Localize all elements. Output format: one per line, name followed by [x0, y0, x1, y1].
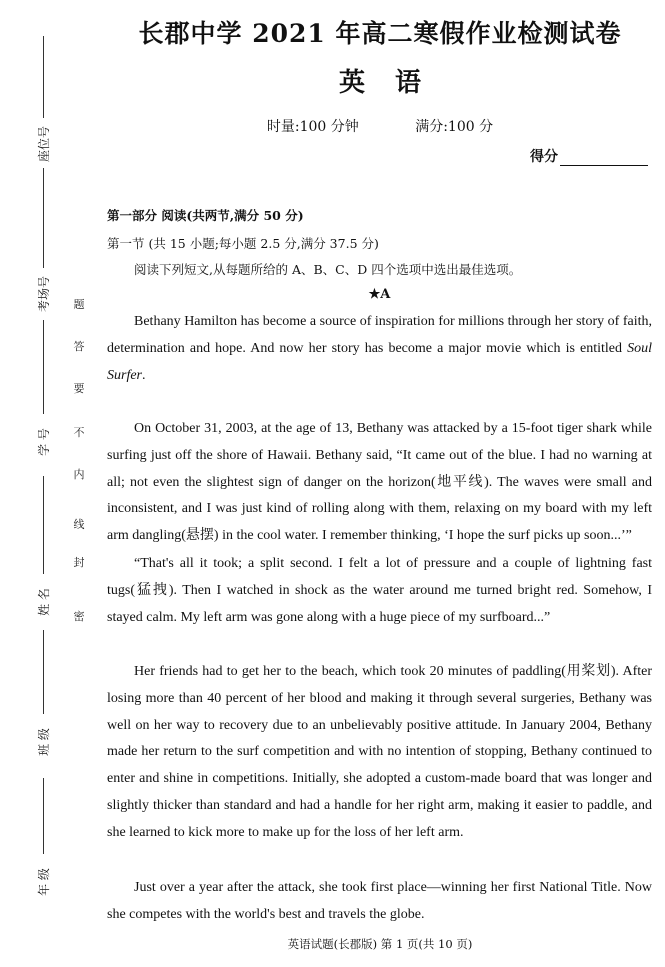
- full-score: 满分:100 分: [415, 119, 494, 135]
- section-heading: 第一节 (共 15 小题;每小题 2.5 分,满分 37.5 分): [107, 236, 379, 251]
- class-line: [43, 630, 44, 714]
- seal-char: 不: [73, 426, 85, 439]
- seat-number-line: [43, 36, 44, 118]
- score-field[interactable]: [530, 146, 648, 166]
- movie-title: Soul Surfer: [107, 340, 652, 383]
- score-blank[interactable]: [560, 151, 648, 166]
- passage-paragraph: Bethany Hamilton has become a source of inspiration for millions through her story of faith, determination and hope. And now her story has become a major movie which is entitled Soul Surfer.: [107, 314, 652, 383]
- exam-title: 长郡中学 2021 年高二寒假作业检测试卷: [138, 19, 622, 48]
- passage-paragraph: “That's all it took; a split second. I felt a lot of pressure and a couple of lightning fast tugs(猛拽). Then I watched in shock as the water around me turned bright red. Somehow, I stayed calm. My left arm was gone along with a huge piece of my surfboard...”: [107, 556, 652, 625]
- exam-room-line: [43, 168, 44, 268]
- seal-char: 答: [73, 340, 85, 353]
- exam-room-label: 考场号: [37, 275, 51, 312]
- passage-paragraph: Her friends had to get her to the beach, which took 20 minutes of paddling(用桨划). After losing more than 40 percent of her blood and making it through several surgeries, Bethany was well on her way to recovery due to an unbelievably positive attitude. In January 2004, Bethany made her return to the surf competition and with no intention of stopping, Bethany continued to enter and shine in competitions. Initially, she adopted a custom-made board that was longer and slightly thicker than standard and had a handle for her right arm, making it easier to paddle, and she learned to kick more to make up for the loss of her left arm.: [107, 664, 652, 840]
- time-limit: 时量:100 分钟: [266, 119, 359, 135]
- student-number-line: [43, 320, 44, 414]
- seat-number-label: 座位号: [37, 125, 51, 162]
- student-number-label: 学 号: [37, 428, 51, 456]
- name-label: 姓 名: [37, 588, 51, 616]
- seal-char: 要: [73, 382, 85, 395]
- passage-paragraph: On October 31, 2003, at the age of 13, Bethany was attacked by a 15-foot tiger shark while surfing just off the shore of Hawaii. Bethany said, “It came out of the blue. I had no warning at all; not even the slightest sign of danger on the horizon(地平线). The waves were small and inconsistent, and I was just kind of rolling along with them, relaxing on my board with my left arm dangling(悬摆) in the cool water. I remember thinking, ‘I hope the surf picks up soon...’”: [107, 421, 652, 544]
- seal-char: 封: [73, 556, 85, 569]
- passage-paragraph: Just over a year after the attack, she took first place—winning her first National Title. Now she competes with the world's best and travels the globe.: [107, 880, 652, 922]
- class-label: 班 级: [37, 728, 51, 756]
- grade-label: 年 级: [37, 868, 51, 896]
- grade-line: [43, 778, 44, 854]
- instruction: 阅读下列短文,从每题所给的 A、B、C、D 四个选项中选出最佳选项。: [134, 262, 522, 277]
- seal-char: 内: [73, 468, 85, 481]
- exam-meta: [100, 116, 660, 136]
- score-label: 得分: [530, 149, 558, 165]
- name-line: [43, 476, 44, 574]
- part-heading: 第一部分 阅读(共两节,满分 50 分): [107, 208, 304, 223]
- subject-title: 英语: [338, 68, 451, 98]
- seal-char: 密: [73, 610, 85, 623]
- seal-char: 题: [73, 298, 85, 311]
- passage-label: ★A: [368, 287, 391, 302]
- page-footer: 英语试题(长郡版) 第 1 页(共 10 页): [287, 937, 473, 951]
- seal-char: 线: [73, 518, 85, 531]
